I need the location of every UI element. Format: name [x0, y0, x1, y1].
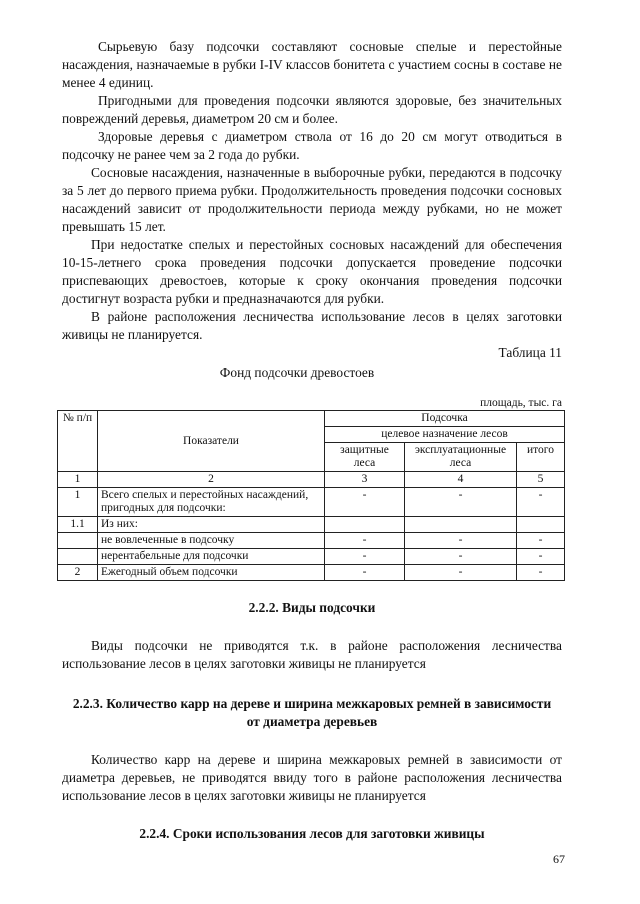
row-indicator: Ежегодный объем подсочки [98, 565, 325, 581]
table-row [58, 533, 565, 549]
paragraph-raw-material-base: Сырьевую базу подсочки составляют сосновые спелые и перестойные насаждения, назначаемые в рубки I-IV классов бонитета с участием сосны в составе не менее 4 единиц. [62, 39, 562, 90]
header-tapping: Подсочка [325, 411, 565, 427]
row-number [58, 533, 98, 549]
header-number: № п/п [58, 411, 98, 472]
row-number: 1.1 [58, 517, 98, 533]
row-indicator: Из них: [98, 517, 325, 533]
row-indicator: не вовлеченные в подсочку [98, 533, 325, 549]
cell-exploitation: - [405, 488, 517, 517]
page-number: 67 [553, 852, 565, 866]
table-title: Фонд подсочки древостоев [219, 365, 375, 380]
header-total: итого [517, 443, 565, 472]
section-text: Количество карр на дереве и ширина межкаровых ремней в зависимости от диаметра деревьев, не приводятся ввиду того в районе расположения лесничества использование лесов в целях заготовки живицы не планируется [62, 752, 562, 803]
cell-total [517, 517, 565, 533]
paragraph-no-resin-planned: В районе расположения лесничества использование лесов в целях заготовки живицы не планируется. [62, 309, 562, 342]
table-header-row [58, 411, 565, 427]
cell-protective: - [325, 549, 405, 565]
table-unit: площадь, тыс. га [480, 397, 562, 409]
cell-total: - [517, 533, 565, 549]
section-heading: 2.2.4. Сроки использования лесов для заготовки живицы [139, 826, 485, 841]
cell-protective: - [325, 488, 405, 517]
header-protective-forests: защитные леса [325, 443, 405, 472]
column-number: 4 [405, 472, 517, 488]
cell-total: - [517, 549, 565, 565]
paragraph-selective-cutting: Сосновые насаждения, назначенные в выборочные рубки, передаются в подсочку за 5 лет до первого приема рубки. Продолжительность проведения подсочки сосновых насаждений зависит от продолжительности периода между рубками, но не может превышать 15 лет. [62, 165, 562, 234]
row-number: 1 [58, 488, 98, 517]
table-row [58, 517, 565, 533]
paragraph-shortage: При недостатке спелых и перестойных сосновых насаждений для обеспечения 10-15-летнего срока проведения подсочки допускается проведение подсочки приспевающих древостоев, которые к сроку окончания проведения подсочки достигнут возраста рубки и предназначаются для рубки. [62, 237, 562, 306]
row-indicator: Всего спелых и перестойных насаждений, пригодных для подсочки: [98, 488, 325, 517]
section-heading: 2.2.3. Количество карр на дереве и ширина межкаровых ремней в зависимости от диаметра деревьев [72, 696, 552, 729]
cell-exploitation: - [405, 565, 517, 581]
table-column-numbers-row [58, 472, 565, 488]
cell-total: - [517, 565, 565, 581]
paragraph-suitable-trees: Пригодными для проведения подсочки являются здоровые, без значительных повреждений деревья, диаметром 20 см и более. [62, 93, 562, 126]
cell-protective [325, 517, 405, 533]
header-exploitation-forests: эксплуатационные леса [405, 443, 517, 472]
column-number: 1 [58, 472, 98, 488]
row-number [58, 549, 98, 565]
cell-exploitation: - [405, 533, 517, 549]
section-heading: 2.2.2. Виды подсочки [248, 600, 376, 615]
column-number: 5 [517, 472, 565, 488]
cell-exploitation [405, 517, 517, 533]
section-text: Виды подсочки не приводятся т.к. в районе расположения лесничества использование лесов в целях заготовки живицы не планируется [62, 638, 562, 671]
column-number: 2 [98, 472, 325, 488]
header-indicators: Показатели [98, 411, 325, 472]
table-row [58, 488, 565, 517]
row-number: 2 [58, 565, 98, 581]
column-number: 3 [325, 472, 405, 488]
header-purpose: целевое назначение лесов [325, 427, 565, 443]
cell-protective: - [325, 533, 405, 549]
cell-exploitation: - [405, 549, 517, 565]
table-row [58, 549, 565, 565]
tapping-fund-table [57, 410, 565, 581]
table-label: Таблица 11 [498, 345, 562, 360]
document-page [62, 38, 562, 843]
cell-protective: - [325, 565, 405, 581]
table-row [58, 565, 565, 581]
cell-total: - [517, 488, 565, 517]
paragraph-healthy-trees: Здоровые деревья с диаметром ствола от 16 до 20 см могут отводиться в подсочку не ранее чем за 2 года до рубки. [62, 129, 562, 162]
row-indicator: нерентабельные для подсочки [98, 549, 325, 565]
